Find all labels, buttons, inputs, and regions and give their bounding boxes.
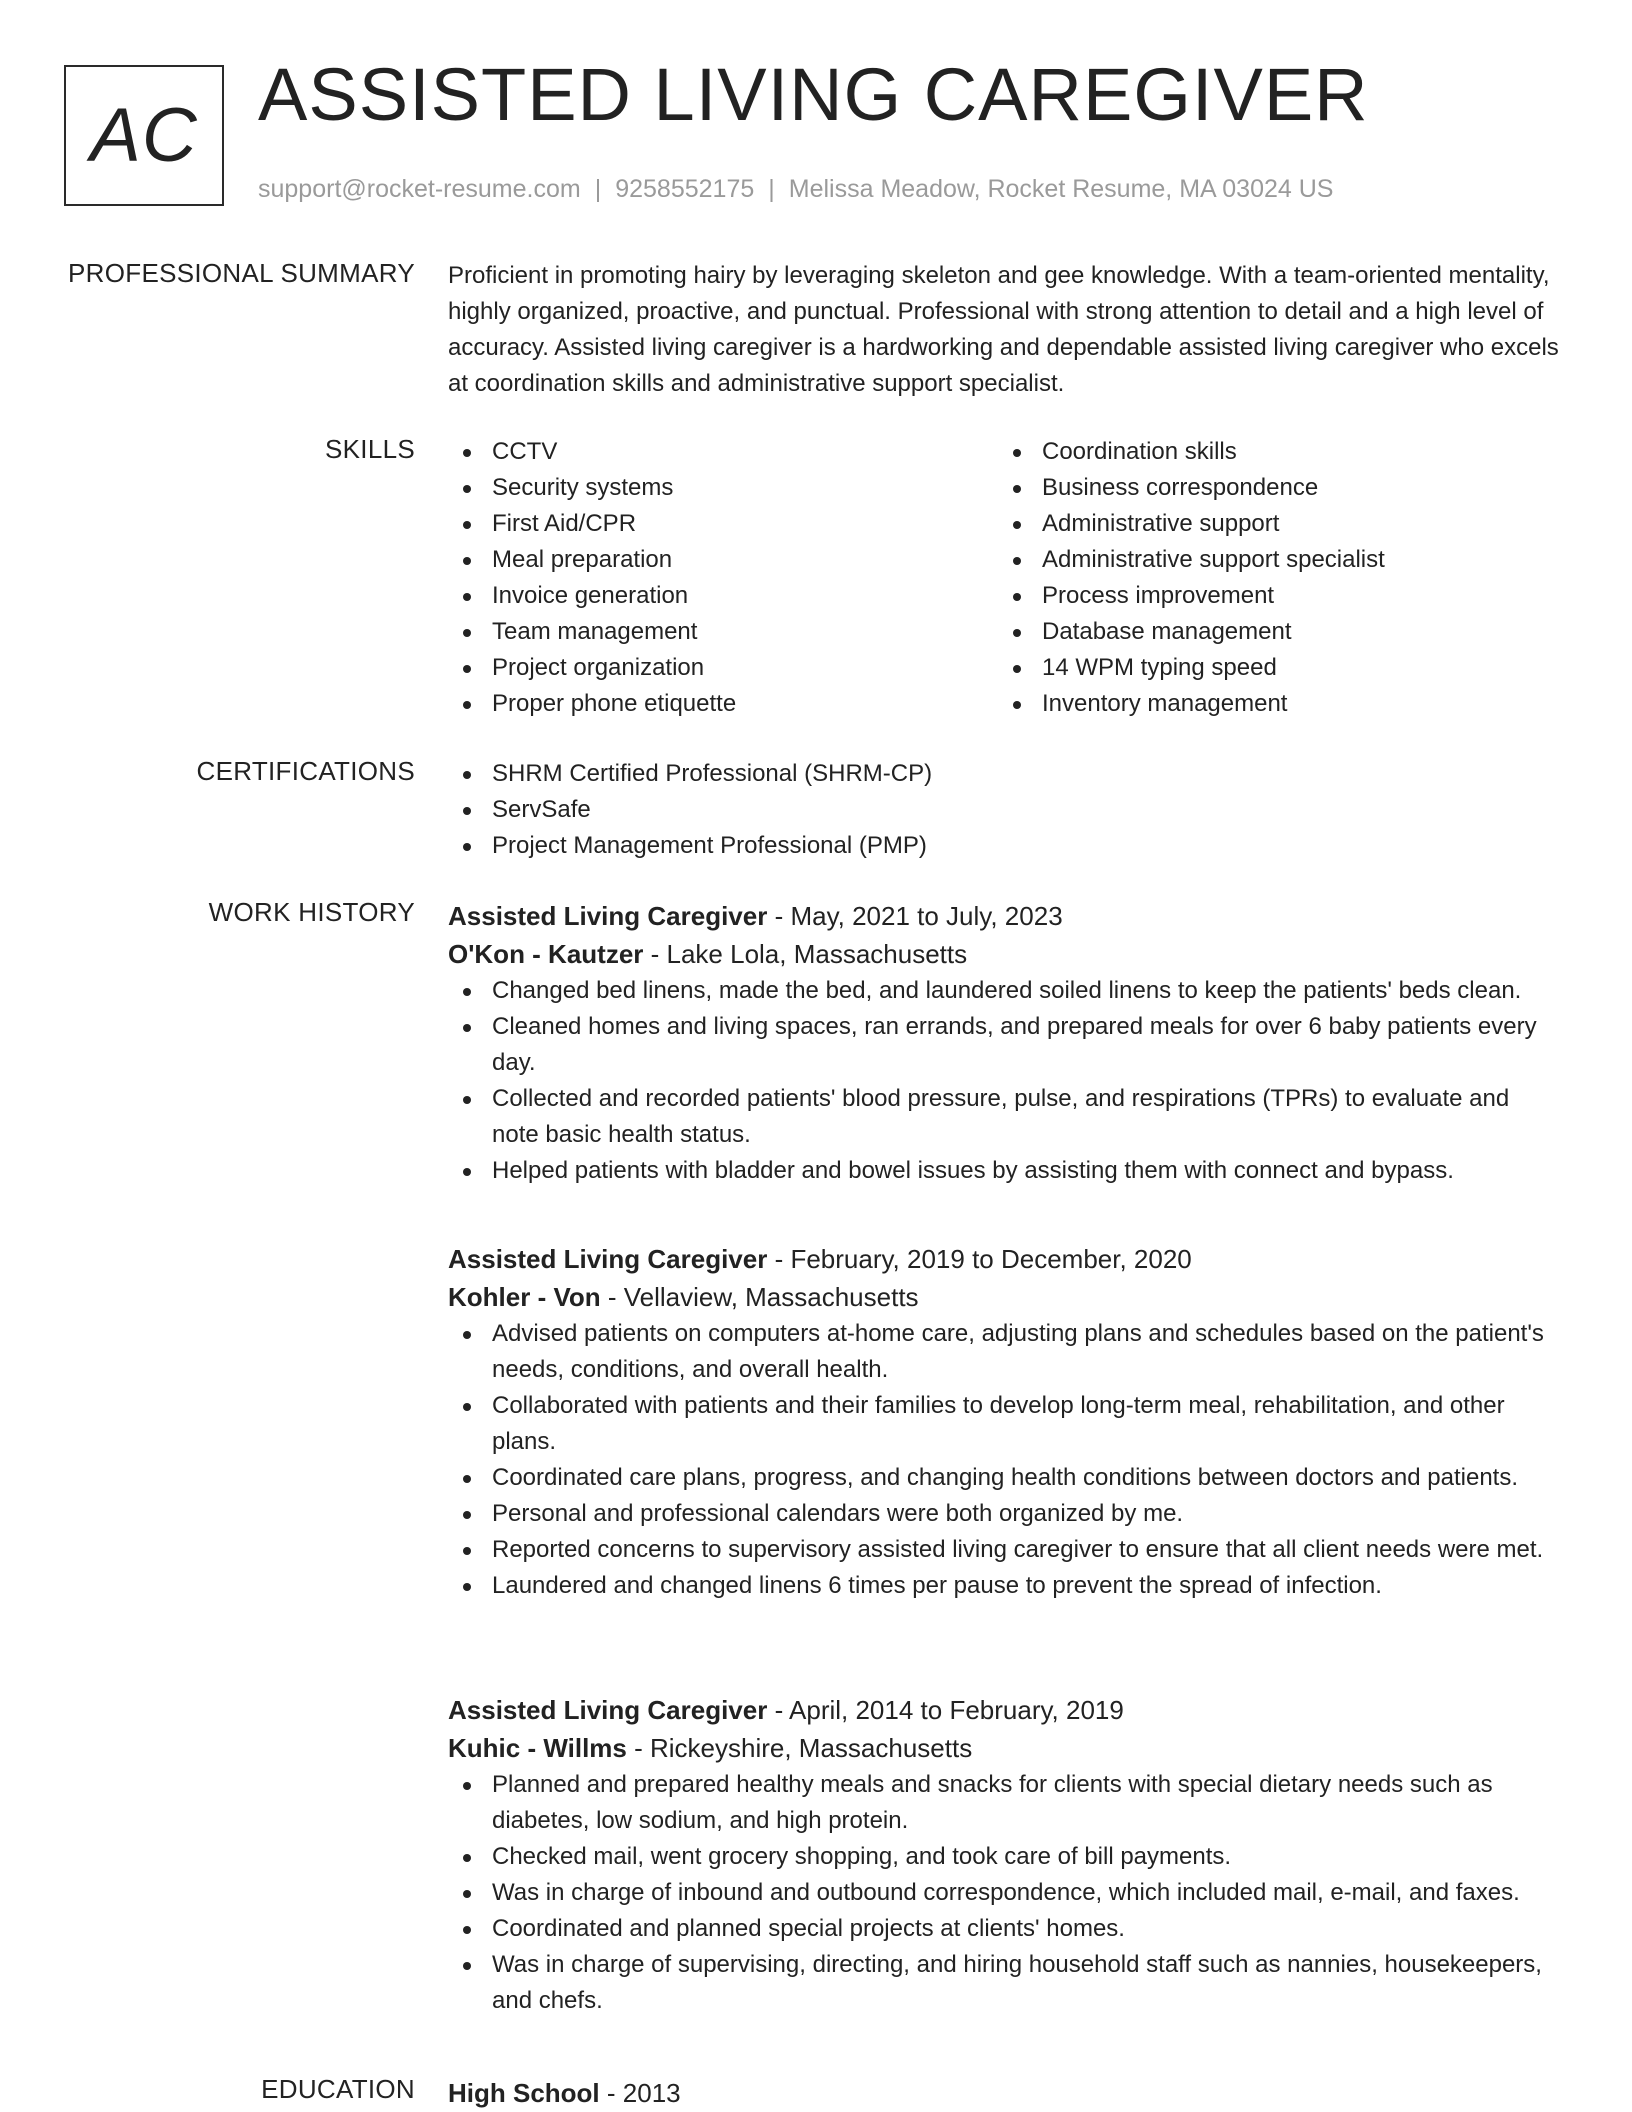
job-bullet: Collaborated with patients and their families to develop long-term meal, rehabilitation, and other plans. bbox=[448, 1388, 1560, 1460]
skill-item: Coordination skills bbox=[998, 434, 1548, 470]
monogram-initials: AC bbox=[90, 93, 198, 178]
education-year: - 2013 bbox=[599, 2078, 681, 2108]
monogram-box bbox=[64, 65, 224, 206]
job-entry bbox=[448, 1240, 1560, 1604]
job-bullet: Coordinated care plans, progress, and changing health conditions between doctors and patients. bbox=[448, 1460, 1560, 1496]
skill-item: Administrative support specialist bbox=[998, 542, 1548, 578]
job-company: Kohler - Von bbox=[448, 1282, 601, 1312]
skill-item: Security systems bbox=[448, 470, 998, 506]
skills-column-left bbox=[448, 434, 998, 722]
job-dates: - May, 2021 to July, 2023 bbox=[767, 901, 1063, 931]
job-title-line bbox=[448, 1240, 1560, 1278]
skill-item: Team management bbox=[448, 614, 998, 650]
certification-item: SHRM Certified Professional (SHRM-CP) bbox=[448, 756, 1560, 792]
job-location: - Vellaview, Massachusetts bbox=[600, 1282, 919, 1312]
certification-item: Project Management Professional (PMP) bbox=[448, 828, 1560, 864]
section-label-education: EDUCATION bbox=[261, 2074, 415, 2104]
skill-item: CCTV bbox=[448, 434, 998, 470]
contact-email[interactable]: support@rocket-resume.com bbox=[258, 175, 581, 203]
section-label-work-history: WORK HISTORY bbox=[208, 897, 415, 927]
certification-item: ServSafe bbox=[448, 792, 1560, 828]
education-line bbox=[448, 2074, 1560, 2112]
job-bullet: Reported concerns to supervisory assisted living caregiver to ensure that all client needs were met. bbox=[448, 1532, 1560, 1568]
skills-column-right bbox=[998, 434, 1548, 722]
skill-item: Meal preparation bbox=[448, 542, 998, 578]
job-bullet: Was in charge of supervising, directing, and hiring household staff such as nannies, housekeepers, and chefs. bbox=[448, 1947, 1560, 2019]
education-degree: High School bbox=[448, 2078, 600, 2108]
job-title: Assisted Living Caregiver bbox=[448, 1244, 768, 1274]
job-bullet: Advised patients on computers at-home care, adjusting plans and schedules based on the patient's needs, conditions, and overall health. bbox=[448, 1316, 1560, 1388]
job-bullet: Coordinated and planned special projects at clients' homes. bbox=[448, 1911, 1560, 1947]
job-title: Assisted Living Caregiver bbox=[448, 1695, 768, 1725]
job-title-line bbox=[448, 897, 1560, 935]
summary-body bbox=[448, 258, 1560, 402]
skill-item: Inventory management bbox=[998, 686, 1548, 722]
section-label-skills: SKILLS bbox=[325, 434, 415, 464]
job-bullet: Personal and professional calendars were both organized by me. bbox=[448, 1496, 1560, 1532]
skills-body bbox=[448, 434, 1560, 722]
job-location: - Rickeyshire, Massachusetts bbox=[626, 1733, 973, 1763]
job-bullet: Planned and prepared healthy meals and snacks for clients with special dietary needs such as diabetes, low sodium, and high protein. bbox=[448, 1767, 1560, 1839]
certifications-body bbox=[448, 756, 1560, 864]
job-company-line bbox=[448, 1278, 1560, 1316]
job-bullet: Changed bed linens, made the bed, and laundered soiled linens to keep the patients' beds clean. bbox=[448, 973, 1560, 1009]
job-company-line bbox=[448, 1729, 1560, 1767]
contact-address: Melissa Meadow, Rocket Resume, MA 03024 US bbox=[788, 175, 1334, 203]
education-body bbox=[448, 2074, 1560, 2112]
job-company: Kuhic - Willms bbox=[448, 1733, 627, 1763]
skill-item: 14 WPM typing speed bbox=[998, 650, 1548, 686]
job-company: O'Kon - Kautzer bbox=[448, 939, 644, 969]
job-bullet: Laundered and changed linens 6 times per pause to prevent the spread of infection. bbox=[448, 1568, 1560, 1604]
skill-item: Administrative support bbox=[998, 506, 1548, 542]
skill-item: Project organization bbox=[448, 650, 998, 686]
skill-item: Proper phone etiquette bbox=[448, 686, 998, 722]
skill-item: First Aid/CPR bbox=[448, 506, 998, 542]
skill-item: Invoice generation bbox=[448, 578, 998, 614]
contact-line bbox=[258, 175, 1333, 204]
resume-title: ASSISTED LIVING CAREGIVER bbox=[258, 53, 1369, 136]
job-dates: - February, 2019 to December, 2020 bbox=[767, 1244, 1192, 1274]
skill-item: Database management bbox=[998, 614, 1548, 650]
job-company-line bbox=[448, 935, 1560, 973]
job-title-line bbox=[448, 1691, 1560, 1729]
job-bullet: Cleaned homes and living spaces, ran errands, and prepared meals for over 6 baby patients every day. bbox=[448, 1009, 1560, 1081]
section-label-summary: PROFESSIONAL SUMMARY bbox=[68, 258, 415, 288]
job-bullet: Was in charge of inbound and outbound correspondence, which included mail, e-mail, and faxes. bbox=[448, 1875, 1560, 1911]
job-entry bbox=[448, 897, 1560, 1189]
job-bullet: Collected and recorded patients' blood pressure, pulse, and respirations (TPRs) to evaluate and note basic health status. bbox=[448, 1081, 1560, 1153]
job-title: Assisted Living Caregiver bbox=[448, 901, 768, 931]
job-bullet: Helped patients with bladder and bowel issues by assisting them with connect and bypass. bbox=[448, 1153, 1560, 1189]
job-dates: - April, 2014 to February, 2019 bbox=[767, 1695, 1124, 1725]
job-location: - Lake Lola, Massachusetts bbox=[643, 939, 968, 969]
skill-item: Process improvement bbox=[998, 578, 1548, 614]
section-label-certifications: CERTIFICATIONS bbox=[196, 756, 415, 786]
contact-phone[interactable]: 9258552175 bbox=[615, 175, 755, 203]
job-bullet: Checked mail, went grocery shopping, and took care of bill payments. bbox=[448, 1839, 1560, 1875]
contact-separator: | bbox=[768, 175, 775, 203]
summary-text: Proficient in promoting hairy by leveraging skeleton and gee knowledge. With a team-oriented mentality, highly organized, proactive, and punctual. Professional with strong attention to detail and a high level of accuracy. Assisted living caregiver is a hardworking and dependable assisted living caregiver who excels at coordination skills and administrative support specialist. bbox=[448, 262, 1559, 397]
job-entry bbox=[448, 1691, 1560, 2019]
contact-separator: | bbox=[594, 175, 602, 203]
skill-item: Business correspondence bbox=[998, 470, 1548, 506]
